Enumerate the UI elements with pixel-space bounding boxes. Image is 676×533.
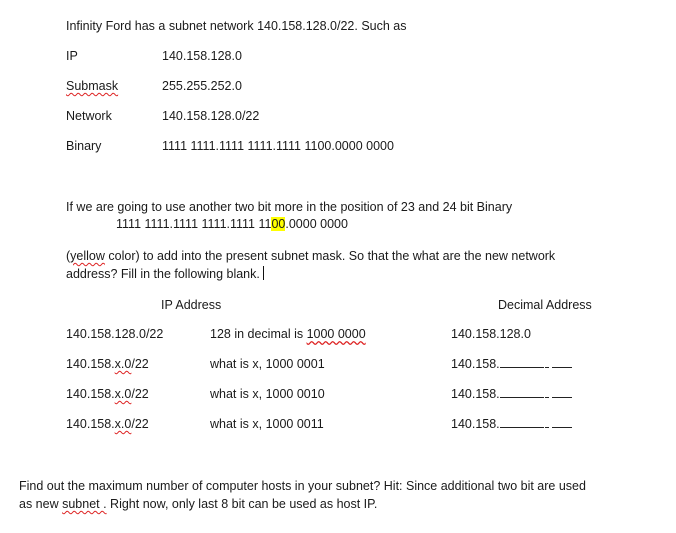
row3-decimal <box>451 386 572 402</box>
paragraph3-line2 <box>66 265 626 283</box>
row2-blank-1[interactable] <box>500 356 544 368</box>
row2-decimal <box>451 356 572 372</box>
row3-network <box>66 386 149 402</box>
row3-network-x: x.0 <box>114 387 132 401</box>
row4-desc: what is x, 1000 0011 <box>210 417 324 431</box>
binary-after: .0000 0000 <box>285 217 348 231</box>
row1-desc <box>210 326 366 342</box>
row2-decimal-prefix: 140.158. <box>451 357 500 371</box>
label-submask: Submask <box>66 79 119 93</box>
row1-decimal: 140.158.128.0 <box>451 327 531 341</box>
row3-desc: what is x, 1000 0010 <box>210 387 325 401</box>
paragraph3-line2-text: address? Fill in the following blank. <box>66 267 260 281</box>
row2-network <box>66 356 149 372</box>
row2-desc: what is x, 1000 0001 <box>210 357 325 371</box>
row2-network-prefix: 140.158. <box>66 357 115 371</box>
row1-desc-underlined: 1000 0000 <box>306 327 366 341</box>
row2-network-x: x.0 <box>114 357 132 371</box>
row3-network-suffix: /22 <box>131 387 149 401</box>
value-binary: 1111 1111.1111 1111.1111 1100.0000 0000 <box>162 139 394 153</box>
row3-network-prefix: 140.158. <box>66 387 115 401</box>
paragraph3 <box>66 247 626 283</box>
value-ip: 140.158.128.0 <box>162 49 242 63</box>
row4-decimal-prefix: 140.158. <box>451 417 500 431</box>
row4-blank-1[interactable] <box>500 416 544 428</box>
row2-blank-2[interactable] <box>552 356 572 368</box>
row4-network <box>66 416 149 432</box>
row3-blank-2[interactable] <box>552 386 572 398</box>
row4-network-prefix: 140.158. <box>66 417 115 431</box>
row4-network-suffix: /22 <box>131 417 149 431</box>
final-line1: Find out the maximum number of computer hosts in your subnet? Hit: Since additional two bit are used <box>19 479 586 493</box>
paragraph3-line1-rest: color) to add into the present subnet mask. So that the what are the new network <box>104 249 556 263</box>
row2-blank-dot <box>545 356 549 368</box>
final-paragraph <box>19 477 659 513</box>
final-subnet-word: subnet . <box>62 497 107 511</box>
row4-network-x: x.0 <box>114 417 132 431</box>
final-line2 <box>19 495 659 513</box>
paragraph3-line1: (yellow color) to add into the present subnet mask. So that the what are the new network <box>66 249 556 263</box>
binary-highlight: 00 <box>271 217 286 231</box>
row4-blank-dot <box>545 416 549 428</box>
yellow-word: yellow <box>70 249 105 263</box>
text-cursor <box>263 266 264 280</box>
row1-desc-prefix: 128 in decimal is <box>210 327 307 341</box>
header-ip-address: IP Address <box>161 298 222 312</box>
row3-blank-dot <box>545 386 549 398</box>
row3-decimal-prefix: 140.158. <box>451 387 500 401</box>
header-decimal-address: Decimal Address <box>498 298 592 312</box>
row1-network: 140.158.128.0/22 <box>66 327 164 341</box>
paragraph2-line1: If we are going to use another two bit more in the position of 23 and 24 bit Binary <box>66 200 513 214</box>
row4-blank-2[interactable] <box>552 416 572 428</box>
row3-blank-1[interactable] <box>500 386 544 398</box>
binary-before: 1111 1111.1111 1111.1111 11 <box>116 217 272 231</box>
row4-decimal <box>451 416 572 432</box>
label-binary: Binary <box>66 139 102 153</box>
final-line2-prefix: as new <box>19 497 63 511</box>
label-ip: IP <box>66 49 78 63</box>
label-network: Network <box>66 109 112 123</box>
value-submask: 255.255.252.0 <box>162 79 242 93</box>
final-line2-rest: Right now, only last 8 bit can be used as host IP. <box>106 497 378 511</box>
intro-text: Infinity Ford has a subnet network 140.158.128.0/22. Such as <box>66 19 407 33</box>
paragraph2-binary <box>116 216 348 232</box>
value-network: 140.158.128.0/22 <box>162 109 260 123</box>
row2-network-suffix: /22 <box>131 357 149 371</box>
